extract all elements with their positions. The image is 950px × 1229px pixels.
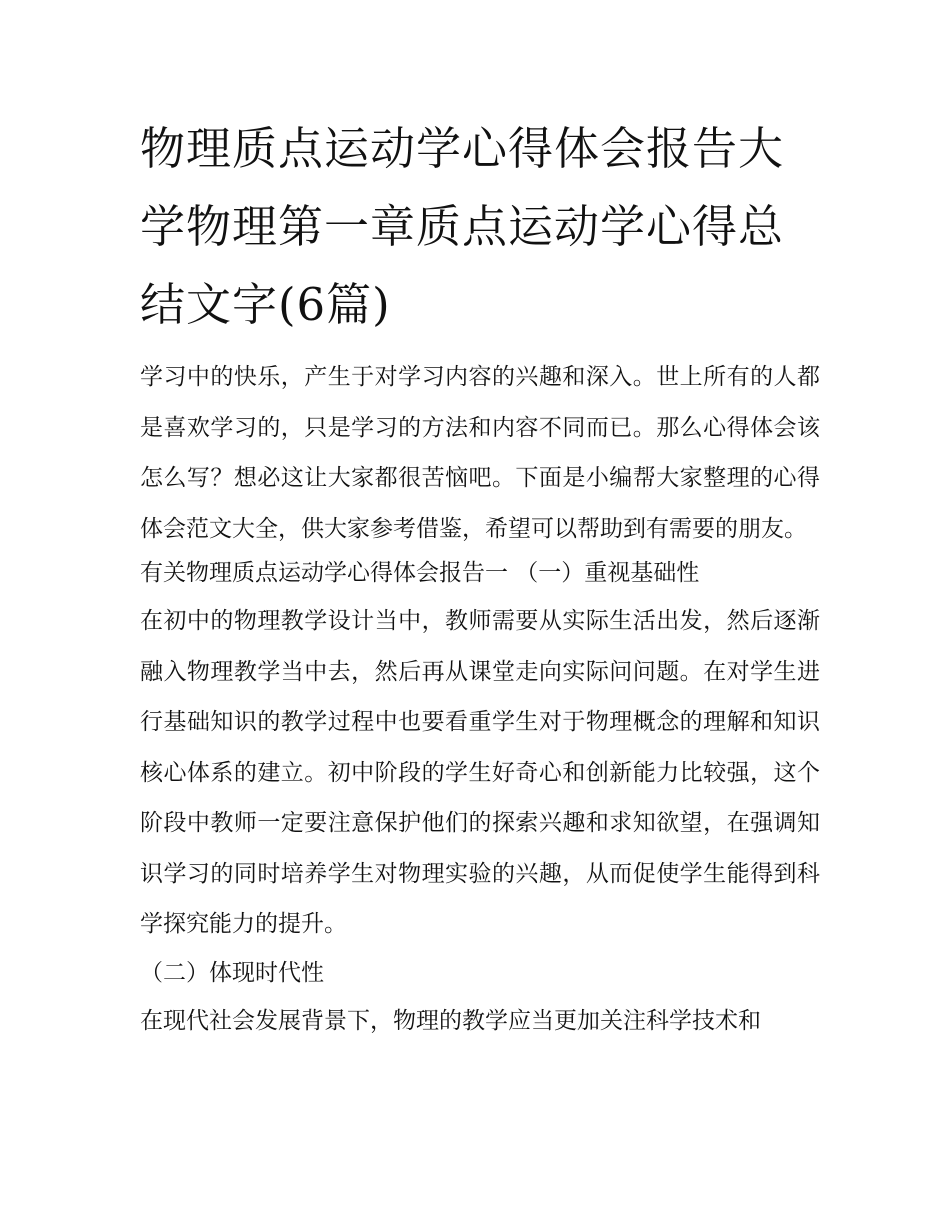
section-heading: 有关物理质点运动学心得体会报告一 （一）重视基础性 [140,560,700,586]
subsection-body-paragraph: 在现代社会发展背景下，物理的教学应当更加关注科学技术和 [140,1007,761,1034]
intro-paragraph: 学习中的快乐，产生于对学习内容的兴趣和深入。世上所有的人都是喜欢学习的，只是学习的方法和内容不同而已。那么心得体会该怎么写？想必这让大家都很苦恼吧。下面是小编帮大家整理的心得体会范文大全，供大家参考借鉴，希望可以帮助到有需要的朋友。 [140,364,820,542]
document-page [140,110,820,1046]
subsection-heading: （二）体现时代性 [140,959,324,986]
document-title: 物理质点运动学心得体会报告大学物理第一章质点运动学心得总结文字(6篇) [140,122,785,331]
section-body-paragraph: 在初中的物理教学设计当中，教师需要从实际生活出发，然后逐渐融入物理教学当中去，然后再从课堂走向实际问问题。在对学生进行基础知识的教学过程中也要看重学生对于物理概念的理解和知识核心体系的建立。初中阶段的学生好奇心和创新能力比较强，这个阶段中教师一定要注意保护他们的探索兴趣和求知欲望，在强调知识学习的同时培养学生对物理实验的兴趣，从而促使学生能得到科学探究能力的提升。 [140,608,820,937]
